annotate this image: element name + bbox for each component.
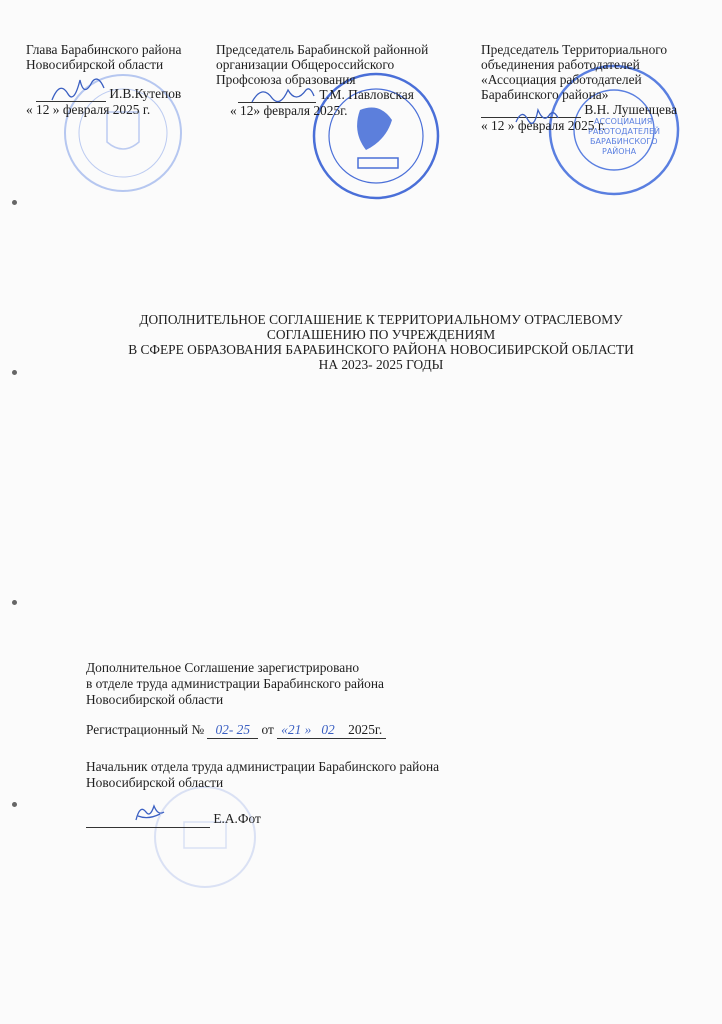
registration-number-label: Регистрационный № xyxy=(86,722,205,737)
title-line: В СФЕРЕ ОБРАЗОВАНИЯ БАРАБИНСКОГО РАЙОНА НОВОСИБИРСКОЙ ОБЛАСТИ xyxy=(128,342,634,357)
head-of-labor-title: Новосибирской области xyxy=(86,775,224,790)
approval-role-line: объединения работодателей xyxy=(481,57,640,72)
title-line: НА 2023- 2025 ГОДЫ xyxy=(318,357,444,372)
registration-line: Дополнительное Соглашение зарегистрировано xyxy=(86,660,360,675)
registration-from-label: от xyxy=(261,722,274,737)
approval-role-line: Профсоюза образования xyxy=(216,72,356,87)
title-line: ДОПОЛНИТЕЛЬНОЕ СОГЛАШЕНИЕ К ТЕРРИТОРИАЛЬНОМУ ОТРАСЛЕВОМУ xyxy=(139,312,623,327)
signature-icon xyxy=(130,800,170,828)
approval-date: « 12» февраля 2025г. xyxy=(230,103,348,118)
approval-role-line: Председатель Барабинской районной xyxy=(216,42,429,57)
head-of-labor-name: Е.А.Фот xyxy=(213,811,261,826)
document-title xyxy=(20,312,722,372)
approval-role-line: Новосибирской области xyxy=(26,57,164,72)
approval-role-line: Председатель Территориального xyxy=(481,42,668,57)
registration-month: 02 xyxy=(321,722,335,737)
registration-number: 02- 25 xyxy=(207,722,258,739)
signature-icon xyxy=(512,104,562,130)
approval-employers-chair xyxy=(481,42,677,133)
approval-role-line: Барабинского района» xyxy=(481,87,609,102)
svg-text:БАРАБИНСКОГО: БАРАБИНСКОГО xyxy=(590,137,658,146)
registration-year: 2025г. xyxy=(348,722,383,737)
svg-text:РАБОТОДАТЕЛЕЙ: РАБОТОДАТЕЛЕЙ xyxy=(588,127,660,136)
svg-text:АССОЦИАЦИЯ: АССОЦИАЦИЯ xyxy=(594,117,653,126)
signature-icon xyxy=(248,82,318,110)
approval-date: « 12 » февраля 2025 г. xyxy=(26,102,151,117)
approval-date: « 12 » февраля 2025 г. xyxy=(481,118,606,133)
svg-text:РАЙОНА: РАЙОНА xyxy=(602,147,637,156)
registration-number-row xyxy=(86,722,439,739)
registration-line: Новосибирской области xyxy=(86,692,224,707)
registration-day: «21 » xyxy=(281,722,312,737)
punch-hole-marks xyxy=(12,190,18,830)
title-line: СОГЛАШЕНИЮ ПО УЧРЕЖДЕНИЯМ xyxy=(266,327,496,342)
approval-role-line: Глава Барабинского района xyxy=(26,42,182,57)
registration-line: в отделе труда администрации Барабинского района xyxy=(86,676,384,691)
head-of-labor-title: Начальник отдела труда администрации Барабинского района xyxy=(86,759,440,774)
approval-signatory-name: В.Н. Лушенцева xyxy=(584,102,678,117)
approval-role-line: организации Общероссийского xyxy=(216,57,395,72)
approval-signatory-name: Т.М. Павловская xyxy=(319,87,414,102)
approval-signatory-name: И.В.Кутепов xyxy=(109,86,182,101)
signature-icon xyxy=(48,76,108,106)
approval-role-line: «Ассоциация работодателей xyxy=(481,72,642,87)
